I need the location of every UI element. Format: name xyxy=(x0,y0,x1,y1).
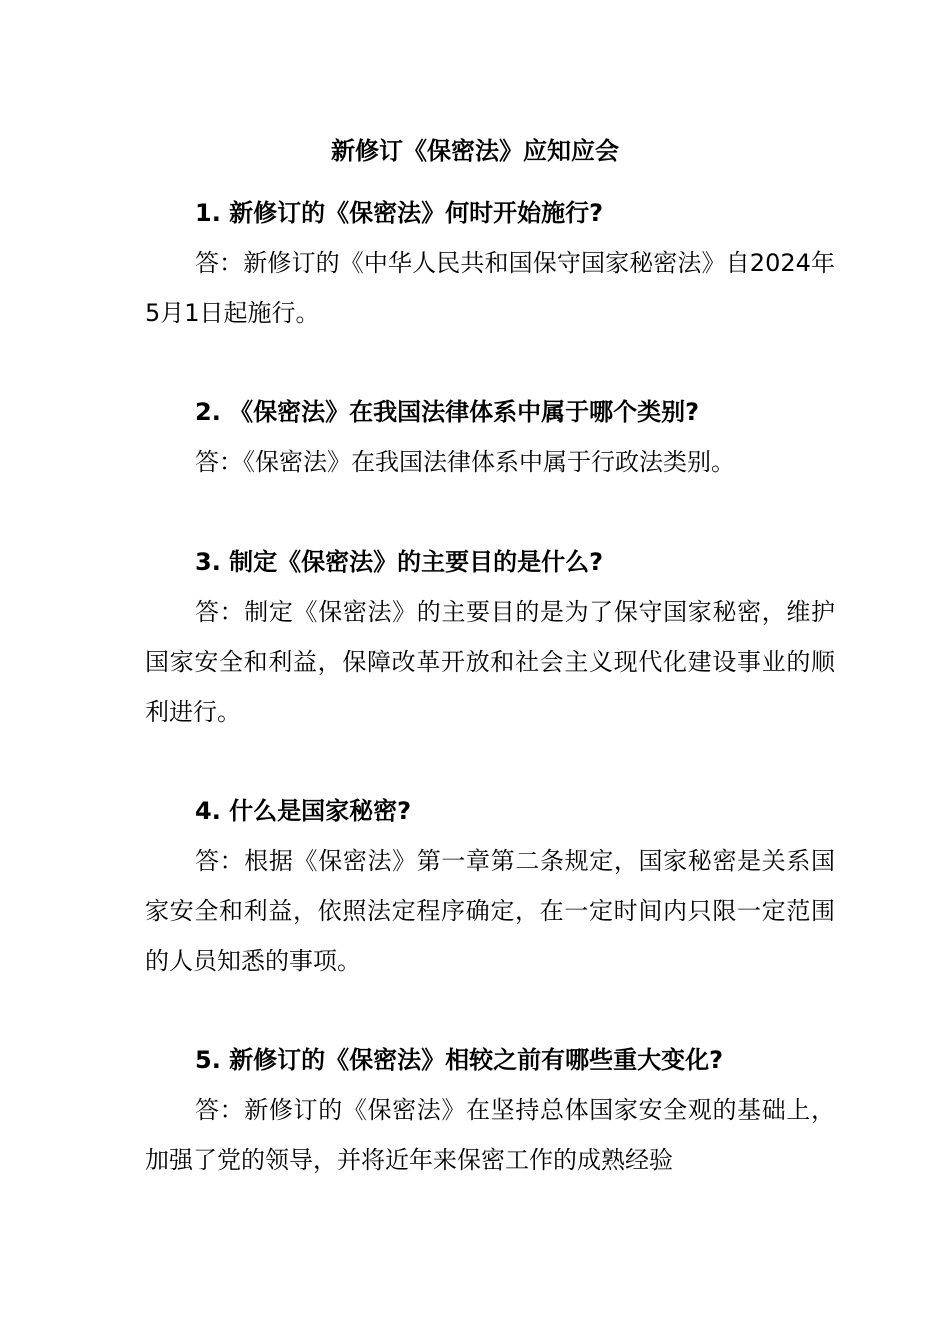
qa-item-2 xyxy=(145,387,835,487)
qa-item-5 xyxy=(145,1035,835,1185)
question-3: 3. 制定《保密法》的主要目的是什么? xyxy=(195,548,604,576)
question-5: 5. 新修订的《保密法》相较之前有哪些重大变化? xyxy=(195,1046,724,1074)
qa-item-4 xyxy=(145,786,835,986)
qa-item-1 xyxy=(145,188,835,338)
answer-4: 答：根据《保密法》第一章第二条规定，国家秘密是关系国家安全和利益，依照法定程序确定，在一定时间内只限一定范围的人员知悉的事项。 xyxy=(145,847,835,975)
question-2: 2. 《保密法》在我国法律体系中属于哪个类别? xyxy=(195,398,700,426)
document-title: 新修订《保密法》应知应会 xyxy=(331,137,619,165)
question-4: 4. 什么是国家秘密? xyxy=(195,797,412,825)
question-1: 1. 新修订的《保密法》何时开始施行? xyxy=(195,199,604,227)
answer-3: 答：制定《保密法》的主要目的是为了保守国家秘密，维护国家安全和利益，保障改革开放和社会主义现代化建设事业的顺利进行。 xyxy=(145,598,835,726)
answer-5: 答：新修订的《保密法》在坚持总体国家安全观的基础上，加强了党的领导，并将近年来保密工作的成熟经验 xyxy=(145,1096,835,1174)
qa-item-3 xyxy=(145,537,835,737)
answer-2: 答：《保密法》在我国法律体系中属于行政法类别。 xyxy=(195,448,735,476)
answer-1: 答：新修订的《中华人民共和国保守国家秘密法》自2024年5月1日起施行。 xyxy=(145,249,835,327)
